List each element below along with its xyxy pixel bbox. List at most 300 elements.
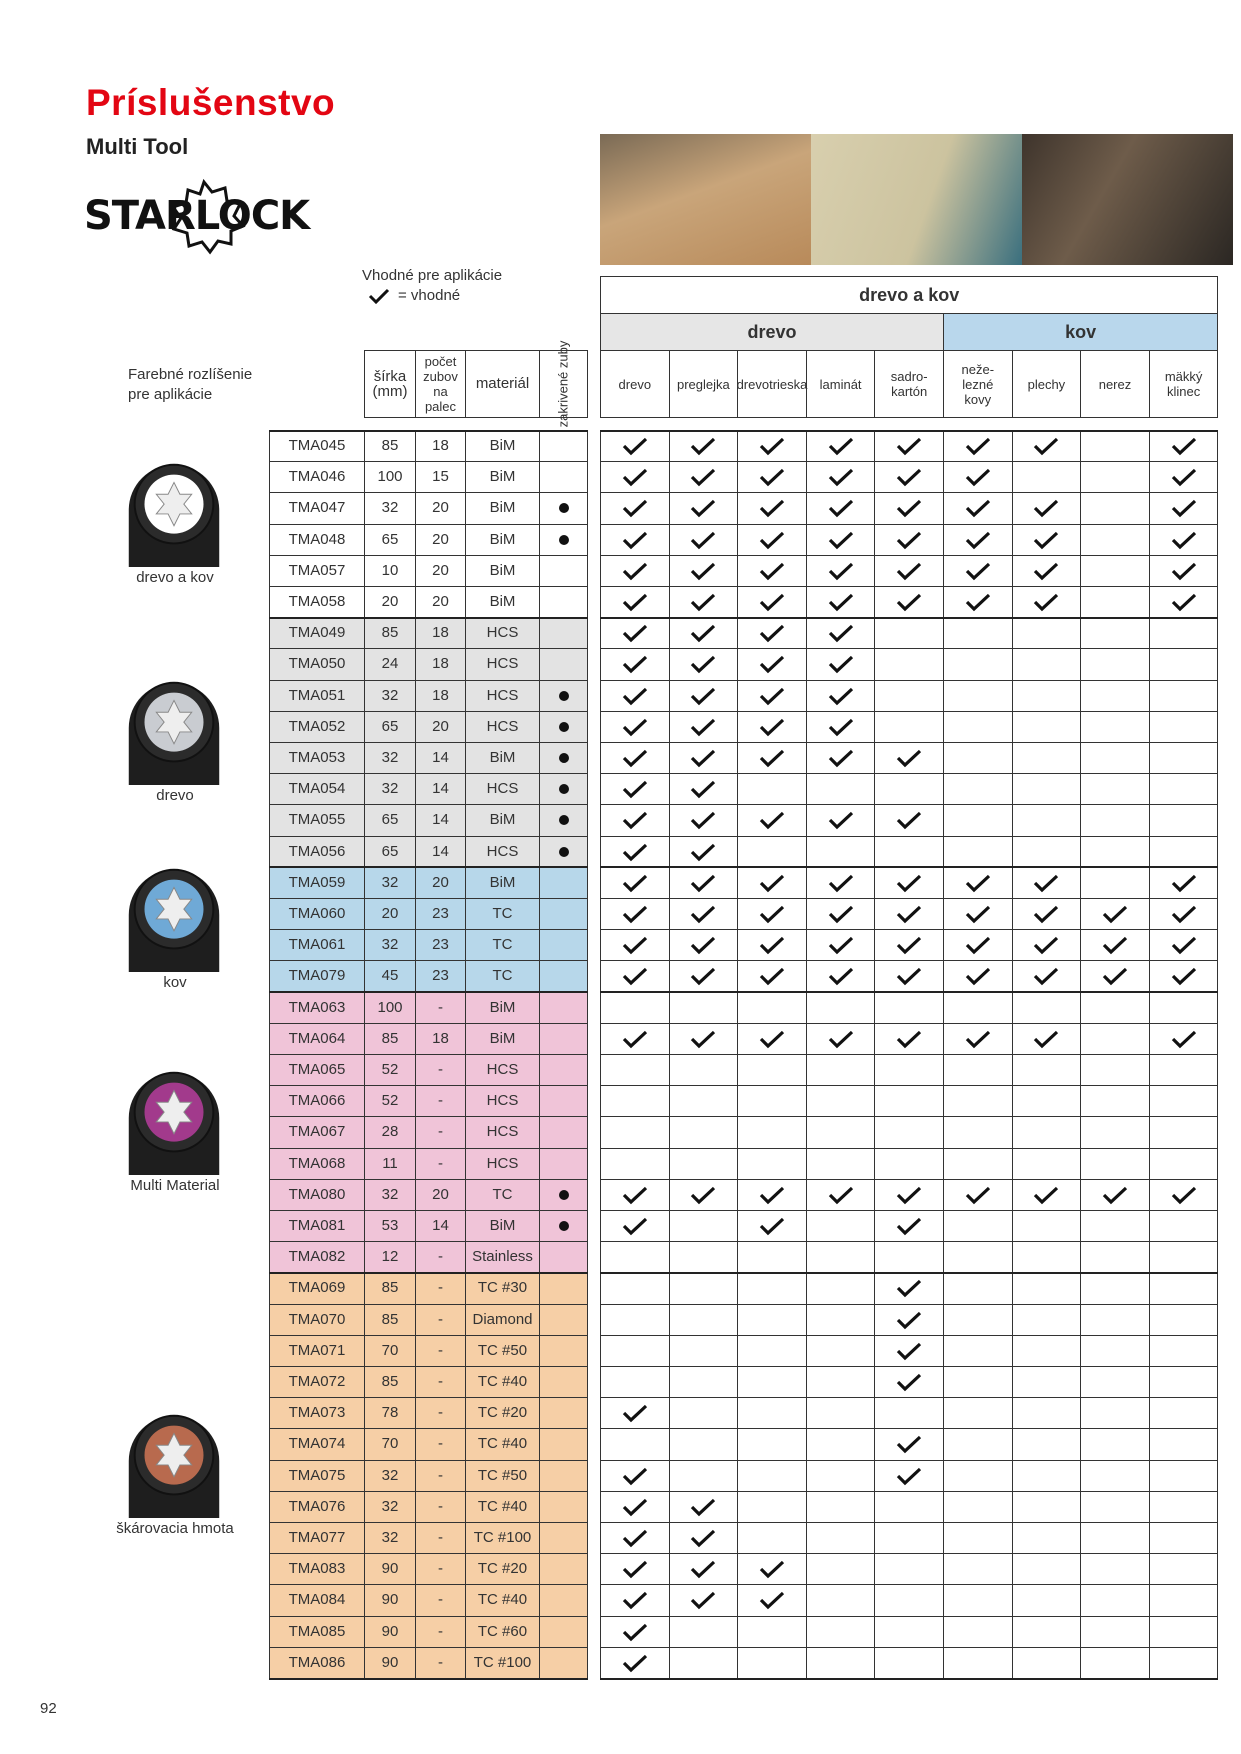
row-app-cell xyxy=(669,492,739,524)
width-value: 32 xyxy=(381,749,399,767)
material-value: HCS xyxy=(486,780,519,798)
row-sirka xyxy=(364,1553,416,1585)
row-app-cell xyxy=(1149,1335,1219,1367)
row-material xyxy=(465,1304,540,1336)
row-app-cell xyxy=(943,680,1013,712)
checkmark-icon xyxy=(828,717,854,737)
row-zakrivene xyxy=(539,711,588,743)
row-zakrivene xyxy=(539,929,588,961)
row-app-cell xyxy=(669,1647,739,1679)
material-value: TC #20 xyxy=(477,1560,528,1578)
row-app-cell xyxy=(669,1023,739,1055)
product-code: TMA047 xyxy=(288,499,346,517)
row-app-cell xyxy=(806,992,876,1024)
row-app-cell xyxy=(874,867,944,899)
row-app-cell xyxy=(943,1179,1013,1211)
row-app-cell xyxy=(943,1491,1013,1523)
row-app-cell xyxy=(943,1304,1013,1336)
width-value: 90 xyxy=(381,1622,399,1640)
row-material xyxy=(465,867,540,899)
checkmark-icon xyxy=(828,1185,854,1205)
row-app-cell xyxy=(806,524,876,556)
legend-check-meaning: = vhodné xyxy=(398,287,461,304)
teeth-value: 14 xyxy=(432,780,449,798)
row-zakrivene xyxy=(539,1616,588,1648)
row-app-cell xyxy=(806,555,876,587)
blade-category-icon xyxy=(115,451,233,569)
row-app-cell xyxy=(669,1179,739,1211)
row-pocet xyxy=(415,1241,466,1273)
teeth-value: 15 xyxy=(432,468,449,486)
checkmark-icon xyxy=(896,748,922,768)
checkmark-icon xyxy=(828,592,854,612)
checkmark-icon xyxy=(828,561,854,581)
row-app-cell xyxy=(943,960,1013,992)
row-pocet xyxy=(415,929,466,961)
width-value: 78 xyxy=(381,1404,399,1422)
row-app-cell xyxy=(737,1616,807,1648)
row-app-cell xyxy=(806,1553,876,1585)
row-app-cell xyxy=(1012,1584,1082,1616)
category-label: škárovacia hmota xyxy=(116,1520,234,1538)
row-code xyxy=(269,1179,365,1211)
row-app-cell xyxy=(600,1491,670,1523)
row-app-cell xyxy=(1080,1116,1150,1148)
product-code: TMA052 xyxy=(288,717,346,735)
row-app-cell xyxy=(1080,648,1150,680)
row-app-cell xyxy=(1149,1085,1219,1117)
row-app-cell xyxy=(874,617,944,649)
row-app-cell xyxy=(1149,461,1219,493)
row-app-cell xyxy=(1012,992,1082,1024)
row-app-cell xyxy=(806,1335,876,1367)
row-app-cell xyxy=(806,929,876,961)
material-value: TC xyxy=(492,1185,513,1203)
product-code: TMA051 xyxy=(288,686,346,704)
row-app-cell xyxy=(1149,960,1219,992)
checkmark-icon xyxy=(759,686,785,706)
row-app-cell xyxy=(669,430,739,462)
checkmark-icon xyxy=(896,592,922,612)
checkmark-icon xyxy=(759,966,785,986)
row-app-cell xyxy=(806,461,876,493)
checkmark-icon xyxy=(965,1185,991,1205)
row-app-cell xyxy=(1080,1335,1150,1367)
row-app-cell xyxy=(737,1304,807,1336)
product-code: TMA085 xyxy=(288,1622,346,1640)
row-app-cell xyxy=(737,1584,807,1616)
row-material xyxy=(465,1054,540,1086)
row-app-cell xyxy=(806,804,876,836)
checkmark-icon xyxy=(965,561,991,581)
row-app-cell xyxy=(806,492,876,524)
row-sirka xyxy=(364,960,416,992)
product-code: TMA072 xyxy=(288,1373,346,1391)
product-code: TMA086 xyxy=(288,1653,346,1671)
row-app-cell xyxy=(600,992,670,1024)
row-zakrivene xyxy=(539,430,588,462)
category-separator xyxy=(600,430,1218,432)
header-kov xyxy=(943,313,1218,351)
teeth-value: 18 xyxy=(432,437,449,455)
row-app-cell xyxy=(943,1647,1013,1679)
checkmark-icon xyxy=(622,654,648,674)
teeth-value: 18 xyxy=(432,624,449,642)
material-value: HCS xyxy=(486,655,519,673)
row-app-cell xyxy=(1080,1522,1150,1554)
row-code xyxy=(269,1522,365,1554)
width-value: 32 xyxy=(381,1466,399,1484)
category-label: drevo xyxy=(156,787,194,804)
row-sirka xyxy=(364,1179,416,1211)
row-pocet xyxy=(415,430,466,462)
row-material xyxy=(465,1522,540,1554)
row-app-cell xyxy=(600,1553,670,1585)
row-app-cell xyxy=(600,1397,670,1429)
checkmark-icon xyxy=(759,1216,785,1236)
checkmark-icon xyxy=(965,592,991,612)
material-value: HCS xyxy=(486,1154,519,1172)
row-app-cell xyxy=(737,1335,807,1367)
row-app-cell xyxy=(1012,1366,1082,1398)
row-app-cell xyxy=(874,836,944,868)
header-drevo-label: drevo xyxy=(747,322,797,342)
row-zakrivene xyxy=(539,992,588,1024)
row-app-cell xyxy=(737,461,807,493)
teeth-value: - xyxy=(438,1591,443,1609)
row-app-cell xyxy=(806,1397,876,1429)
row-code xyxy=(269,836,365,868)
row-sirka xyxy=(364,1054,416,1086)
row-app-cell xyxy=(874,524,944,556)
width-value: 90 xyxy=(381,1591,399,1609)
row-app-cell xyxy=(1012,1085,1082,1117)
row-app-cell xyxy=(1012,461,1082,493)
teeth-value: 14 xyxy=(432,1217,449,1235)
row-app-cell xyxy=(874,430,944,462)
width-value: 32 xyxy=(381,1529,399,1547)
row-sirka xyxy=(364,461,416,493)
teeth-value: - xyxy=(438,1404,443,1422)
row-material xyxy=(465,1428,540,1460)
row-app-cell xyxy=(600,1335,670,1367)
checkmark-icon xyxy=(1102,904,1128,924)
width-value: 85 xyxy=(381,437,399,455)
checkmark-icon xyxy=(690,686,716,706)
row-app-cell xyxy=(806,742,876,774)
row-app-cell xyxy=(669,898,739,930)
checkmark-icon xyxy=(1171,873,1197,893)
row-app-cell xyxy=(1080,711,1150,743)
row-app-cell xyxy=(1012,492,1082,524)
row-app-cell xyxy=(737,1522,807,1554)
teeth-value: - xyxy=(438,1310,443,1328)
row-app-cell xyxy=(1149,1397,1219,1429)
row-pocet xyxy=(415,1023,466,1055)
row-app-cell xyxy=(806,711,876,743)
width-value: 70 xyxy=(381,1341,399,1359)
row-zakrivene xyxy=(539,1366,588,1398)
teeth-value: 14 xyxy=(432,811,449,829)
row-app-cell xyxy=(737,804,807,836)
row-app-cell xyxy=(874,680,944,712)
row-app-cell xyxy=(1080,430,1150,462)
row-sirka xyxy=(364,524,416,556)
page-title: Príslušenstvo xyxy=(86,82,336,123)
row-code xyxy=(269,1023,365,1055)
checkmark-icon xyxy=(690,530,716,550)
row-app-cell xyxy=(1012,898,1082,930)
category-separator xyxy=(600,617,1218,619)
row-app-cell xyxy=(1080,1366,1150,1398)
row-app-cell xyxy=(1080,898,1150,930)
row-app-cell xyxy=(806,648,876,680)
row-app-cell xyxy=(1080,929,1150,961)
checkmark-icon xyxy=(622,1653,648,1673)
row-zakrivene xyxy=(539,742,588,774)
checkmark-icon xyxy=(622,1528,648,1548)
row-app-cell xyxy=(943,711,1013,743)
row-app-cell xyxy=(874,1023,944,1055)
row-code xyxy=(269,1272,365,1304)
row-zakrivene xyxy=(539,1428,588,1460)
product-code: TMA077 xyxy=(288,1529,346,1547)
checkmark-icon xyxy=(896,904,922,924)
row-app-cell xyxy=(943,461,1013,493)
row-app-cell xyxy=(943,929,1013,961)
row-code xyxy=(269,1553,365,1585)
row-pocet xyxy=(415,1397,466,1429)
product-code: TMA071 xyxy=(288,1341,346,1359)
row-app-cell xyxy=(806,898,876,930)
checkmark-icon xyxy=(368,287,390,305)
teeth-value: - xyxy=(438,1529,443,1547)
material-value: TC #30 xyxy=(477,1279,528,1297)
curved-teeth-dot xyxy=(559,1221,569,1231)
row-app-cell xyxy=(669,929,739,961)
product-code: TMA055 xyxy=(288,811,346,829)
row-code xyxy=(269,929,365,961)
row-app-cell xyxy=(1080,1460,1150,1492)
row-code xyxy=(269,711,365,743)
header-material-label: materiál xyxy=(475,375,530,392)
row-app-cell xyxy=(874,742,944,774)
curved-teeth-dot xyxy=(559,784,569,794)
curved-teeth-dot xyxy=(559,503,569,513)
row-app-cell xyxy=(669,1460,739,1492)
row-app-cell xyxy=(600,492,670,524)
checkmark-icon xyxy=(622,779,648,799)
teeth-value: - xyxy=(438,1154,443,1172)
row-app-cell xyxy=(669,1241,739,1273)
row-zakrivene xyxy=(539,586,588,618)
row-material xyxy=(465,461,540,493)
row-app-cell xyxy=(1080,1179,1150,1211)
row-app-cell xyxy=(737,555,807,587)
row-sirka xyxy=(364,1023,416,1055)
row-zakrivene xyxy=(539,1522,588,1554)
row-zakrivene xyxy=(539,1304,588,1336)
row-material xyxy=(465,898,540,930)
row-pocet xyxy=(415,680,466,712)
row-app-cell xyxy=(737,773,807,805)
row-app-cell xyxy=(1149,648,1219,680)
product-code: TMA046 xyxy=(288,468,346,486)
checkmark-icon xyxy=(965,436,991,456)
row-app-cell xyxy=(806,1085,876,1117)
row-app-cell xyxy=(1149,1647,1219,1679)
row-sirka xyxy=(364,773,416,805)
header-app-8 xyxy=(1149,350,1219,418)
row-material xyxy=(465,1085,540,1117)
checkmark-icon xyxy=(622,966,648,986)
checkmark-icon xyxy=(622,561,648,581)
row-app-cell xyxy=(1080,1397,1150,1429)
row-pocet xyxy=(415,742,466,774)
category-separator xyxy=(269,430,588,432)
row-app-cell xyxy=(874,586,944,618)
row-app-cell xyxy=(737,1085,807,1117)
row-code xyxy=(269,648,365,680)
row-app-cell xyxy=(737,1054,807,1086)
row-material xyxy=(465,804,540,836)
photo-wood-cutting xyxy=(600,134,811,265)
row-code xyxy=(269,492,365,524)
row-app-cell xyxy=(669,1304,739,1336)
width-value: 32 xyxy=(381,936,399,954)
row-code xyxy=(269,586,365,618)
row-app-cell xyxy=(1012,617,1082,649)
row-app-cell xyxy=(874,1085,944,1117)
product-code: TMA084 xyxy=(288,1591,346,1609)
row-code xyxy=(269,461,365,493)
material-value: TC #40 xyxy=(477,1435,528,1453)
checkmark-icon xyxy=(759,1185,785,1205)
checkmark-icon xyxy=(622,592,648,612)
row-app-cell xyxy=(600,648,670,680)
row-app-cell xyxy=(669,648,739,680)
row-app-cell xyxy=(1080,1304,1150,1336)
checkmark-icon xyxy=(622,1029,648,1049)
teeth-value: - xyxy=(438,1622,443,1640)
row-app-cell xyxy=(669,1335,739,1367)
row-app-cell xyxy=(737,617,807,649)
checkmark-icon xyxy=(759,561,785,581)
row-app-cell xyxy=(1149,1553,1219,1585)
row-app-cell xyxy=(1012,742,1082,774)
material-value: TC xyxy=(492,936,513,954)
row-app-cell xyxy=(600,1428,670,1460)
row-app-cell xyxy=(1149,898,1219,930)
row-material xyxy=(465,742,540,774)
teeth-value: - xyxy=(438,1653,443,1671)
checkmark-icon xyxy=(622,1590,648,1610)
row-app-cell xyxy=(1080,1148,1150,1180)
row-zakrivene xyxy=(539,1491,588,1523)
row-app-cell xyxy=(1080,680,1150,712)
row-pocet xyxy=(415,898,466,930)
header-app-1 xyxy=(669,350,739,418)
row-code xyxy=(269,1054,365,1086)
starlock-logo xyxy=(84,178,324,256)
row-pocet xyxy=(415,1553,466,1585)
row-app-cell xyxy=(1149,1023,1219,1055)
material-value: BiM xyxy=(489,998,516,1016)
row-code xyxy=(269,1491,365,1523)
row-app-cell xyxy=(669,524,739,556)
row-app-cell xyxy=(943,492,1013,524)
row-code xyxy=(269,430,365,462)
product-code: TMA058 xyxy=(288,593,346,611)
material-value: BiM xyxy=(489,468,516,486)
width-value: 28 xyxy=(381,1123,399,1141)
row-app-cell xyxy=(669,1522,739,1554)
row-pocet xyxy=(415,586,466,618)
row-app-cell xyxy=(669,1210,739,1242)
row-app-cell xyxy=(1149,929,1219,961)
checkmark-icon xyxy=(896,966,922,986)
row-app-cell xyxy=(737,929,807,961)
width-value: 85 xyxy=(381,1279,399,1297)
row-app-cell xyxy=(669,773,739,805)
material-value: BiM xyxy=(489,873,516,891)
width-value: 65 xyxy=(381,811,399,829)
checkmark-icon xyxy=(828,467,854,487)
row-app-cell xyxy=(1080,1584,1150,1616)
header-zakrivene-label: zakrivené zuby xyxy=(555,340,571,428)
row-app-cell xyxy=(1149,524,1219,556)
row-app-cell xyxy=(737,524,807,556)
row-code xyxy=(269,1335,365,1367)
row-app-cell xyxy=(737,711,807,743)
teeth-value: 23 xyxy=(432,936,449,954)
checkmark-icon xyxy=(759,498,785,518)
row-app-cell xyxy=(737,742,807,774)
checkmark-icon xyxy=(965,904,991,924)
row-code xyxy=(269,1148,365,1180)
row-app-cell xyxy=(1080,992,1150,1024)
row-app-cell xyxy=(1080,1647,1150,1679)
row-zakrivene xyxy=(539,867,588,899)
photo-floor-cutting xyxy=(1022,134,1233,265)
photo-strip xyxy=(600,134,1233,265)
checkmark-icon xyxy=(622,935,648,955)
row-app-cell xyxy=(1080,1023,1150,1055)
blade-category-icon xyxy=(115,669,233,787)
row-app-cell xyxy=(1012,1647,1082,1679)
checkmark-icon xyxy=(622,842,648,862)
row-app-cell xyxy=(943,773,1013,805)
curved-teeth-dot xyxy=(559,847,569,857)
row-material xyxy=(465,1553,540,1585)
teeth-value: 14 xyxy=(432,842,449,860)
row-app-cell xyxy=(1012,711,1082,743)
row-app-cell xyxy=(737,1148,807,1180)
product-code: TMA048 xyxy=(288,530,346,548)
row-app-cell xyxy=(1012,586,1082,618)
row-app-cell xyxy=(874,461,944,493)
row-code xyxy=(269,867,365,899)
row-app-cell xyxy=(600,804,670,836)
checkmark-icon xyxy=(1033,904,1059,924)
suitability-legend xyxy=(362,266,502,306)
header-app-5 xyxy=(943,350,1013,418)
width-value: 32 xyxy=(381,1185,399,1203)
row-app-cell xyxy=(1149,492,1219,524)
row-app-cell xyxy=(943,1366,1013,1398)
row-app-cell xyxy=(600,1116,670,1148)
checkmark-icon xyxy=(622,717,648,737)
